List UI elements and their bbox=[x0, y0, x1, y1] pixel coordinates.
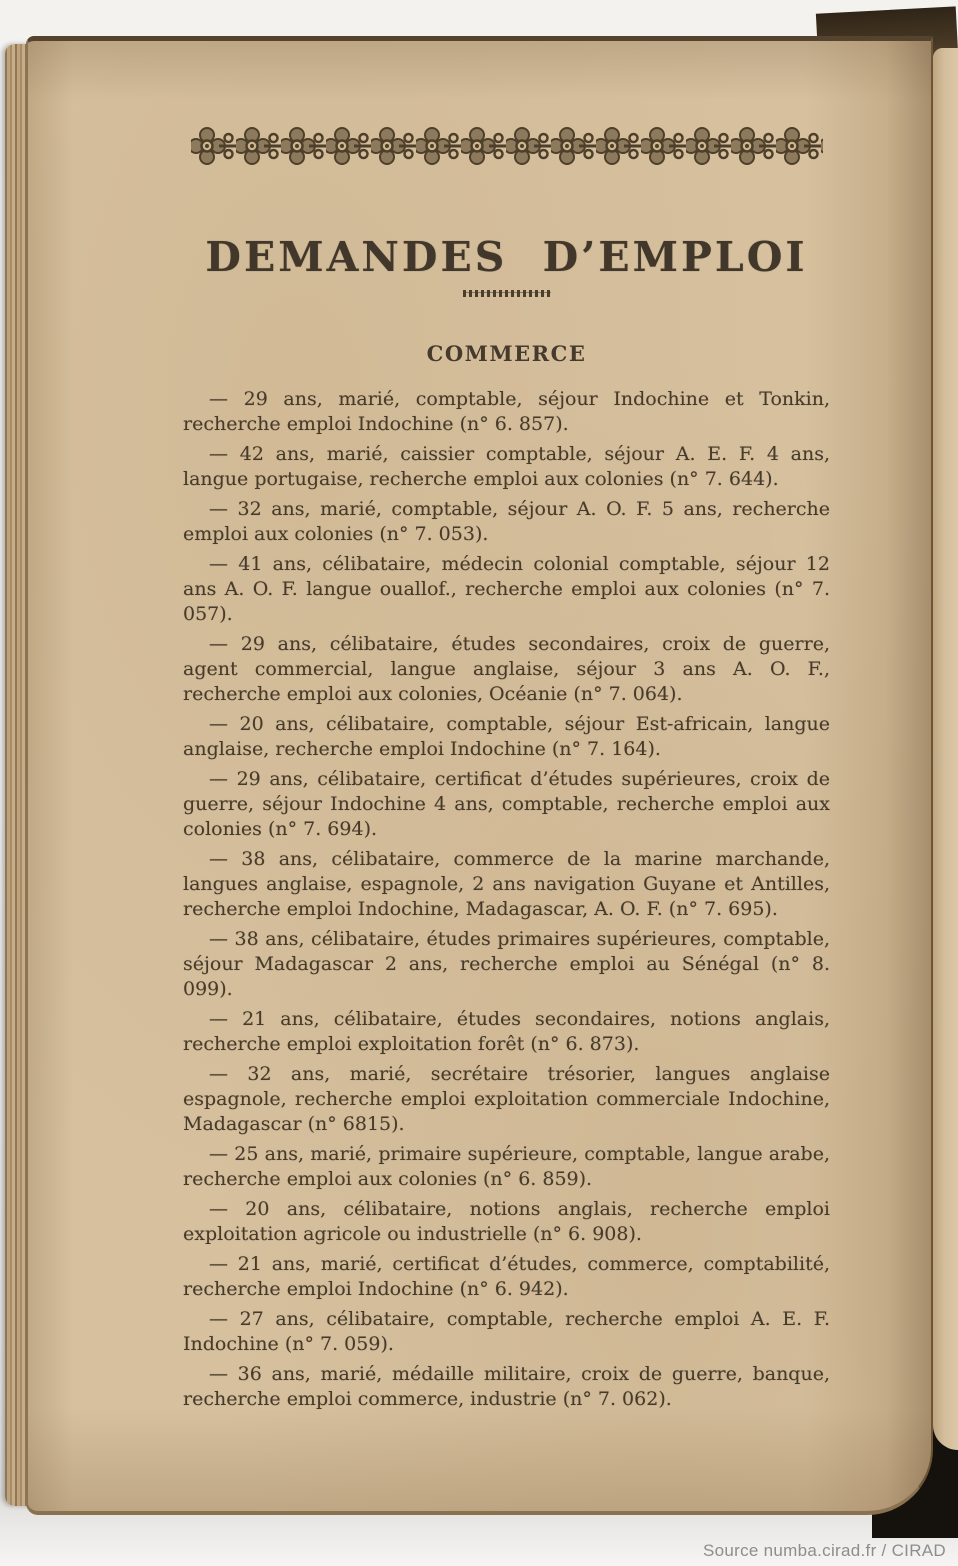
job-listing: — 25 ans, marié, primaire supérieure, comptable, langue arabe, recherche emploi aux colonies (n° 6. 859). bbox=[183, 1143, 830, 1190]
job-listing: — 20 ans, célibataire, notions anglais, recherche emploi exploitation agricole ou industrielle (n° 6. 908). bbox=[183, 1198, 830, 1245]
job-listing: — 29 ans, célibataire, certificat d’études supérieures, croix de guerre, séjour Indochine 4 ans, comptable, recherche emploi aux colonies (n° 7. 694). bbox=[183, 768, 830, 840]
job-listing: — 42 ans, marié, caissier comptable, séjour A. E. F. 4 ans, langue portugaise, recherche emploi aux colonies (n° 7. 644). bbox=[183, 443, 830, 490]
job-listing: — 29 ans, célibataire, études secondaires, croix de guerre, agent commercial, langue anglaise, séjour 3 ans A. O. F., recherche emploi aux colonies, Océanie (n° 7. 064). bbox=[183, 633, 830, 705]
job-listing: — 27 ans, célibataire, comptable, recherche emploi A. E. F. Indochine (n° 7. 059). bbox=[183, 1308, 830, 1355]
job-listing: — 38 ans, célibataire, commerce de la marine marchande, langues anglaise, espagnole, 2 ans navigation Guyane et Antilles, recherche emploi Indochine, Madagascar, A. O. F. (n° 7. 695). bbox=[183, 848, 830, 920]
book-page bbox=[26, 36, 933, 1515]
adjacent-page-edge bbox=[933, 48, 958, 1450]
title-rule bbox=[463, 290, 551, 297]
page-title: DEMANDES D’EMPLOI bbox=[205, 233, 808, 281]
job-listing: — 41 ans, célibataire, médecin colonial comptable, séjour 12 ans A. O. F. langue ouallof., recherche emploi aux colonies (n° 7. 057). bbox=[183, 553, 830, 625]
section-heading: COMMERCE bbox=[426, 341, 587, 366]
job-listing: — 32 ans, marié, secrétaire trésorier, langues anglaise espagnole, recherche emploi exploitation commerciale Indochine, Madagascar (n° 6815). bbox=[183, 1063, 830, 1135]
source-credit: Source numba.cirad.fr / CIRAD bbox=[702, 1541, 946, 1560]
job-listing: — 20 ans, célibataire, comptable, séjour Est-africain, langue anglaise, recherche emploi Indochine (n° 7. 164). bbox=[183, 713, 830, 760]
job-listing: — 32 ans, marié, comptable, séjour A. O. F. 5 ans, recherche emploi aux colonies (n° 7. 053). bbox=[183, 498, 830, 545]
job-listing: — 36 ans, marié, médaille militaire, croix de guerre, banque, recherche emploi commerce, industrie (n° 7. 062). bbox=[183, 1363, 830, 1410]
job-listing: — 21 ans, célibataire, études secondaires, notions anglais, recherche emploi exploitation forêt (n° 6. 873). bbox=[183, 1008, 830, 1055]
job-listing: — 29 ans, marié, comptable, séjour Indochine et Tonkin, recherche emploi Indochine (n° 6. 857). bbox=[183, 388, 830, 435]
job-listing: — 21 ans, marié, certificat d’études, commerce, comptabilité, recherche emploi Indochine (n° 6. 942). bbox=[183, 1253, 830, 1300]
job-listing: — 38 ans, célibataire, études primaires supérieures, comptable, séjour Madagascar 2 ans, recherche emploi au Sénégal (n° 8. 099). bbox=[183, 928, 830, 1000]
ornament-border-icon bbox=[191, 127, 823, 165]
job-listings bbox=[183, 387, 830, 1412]
